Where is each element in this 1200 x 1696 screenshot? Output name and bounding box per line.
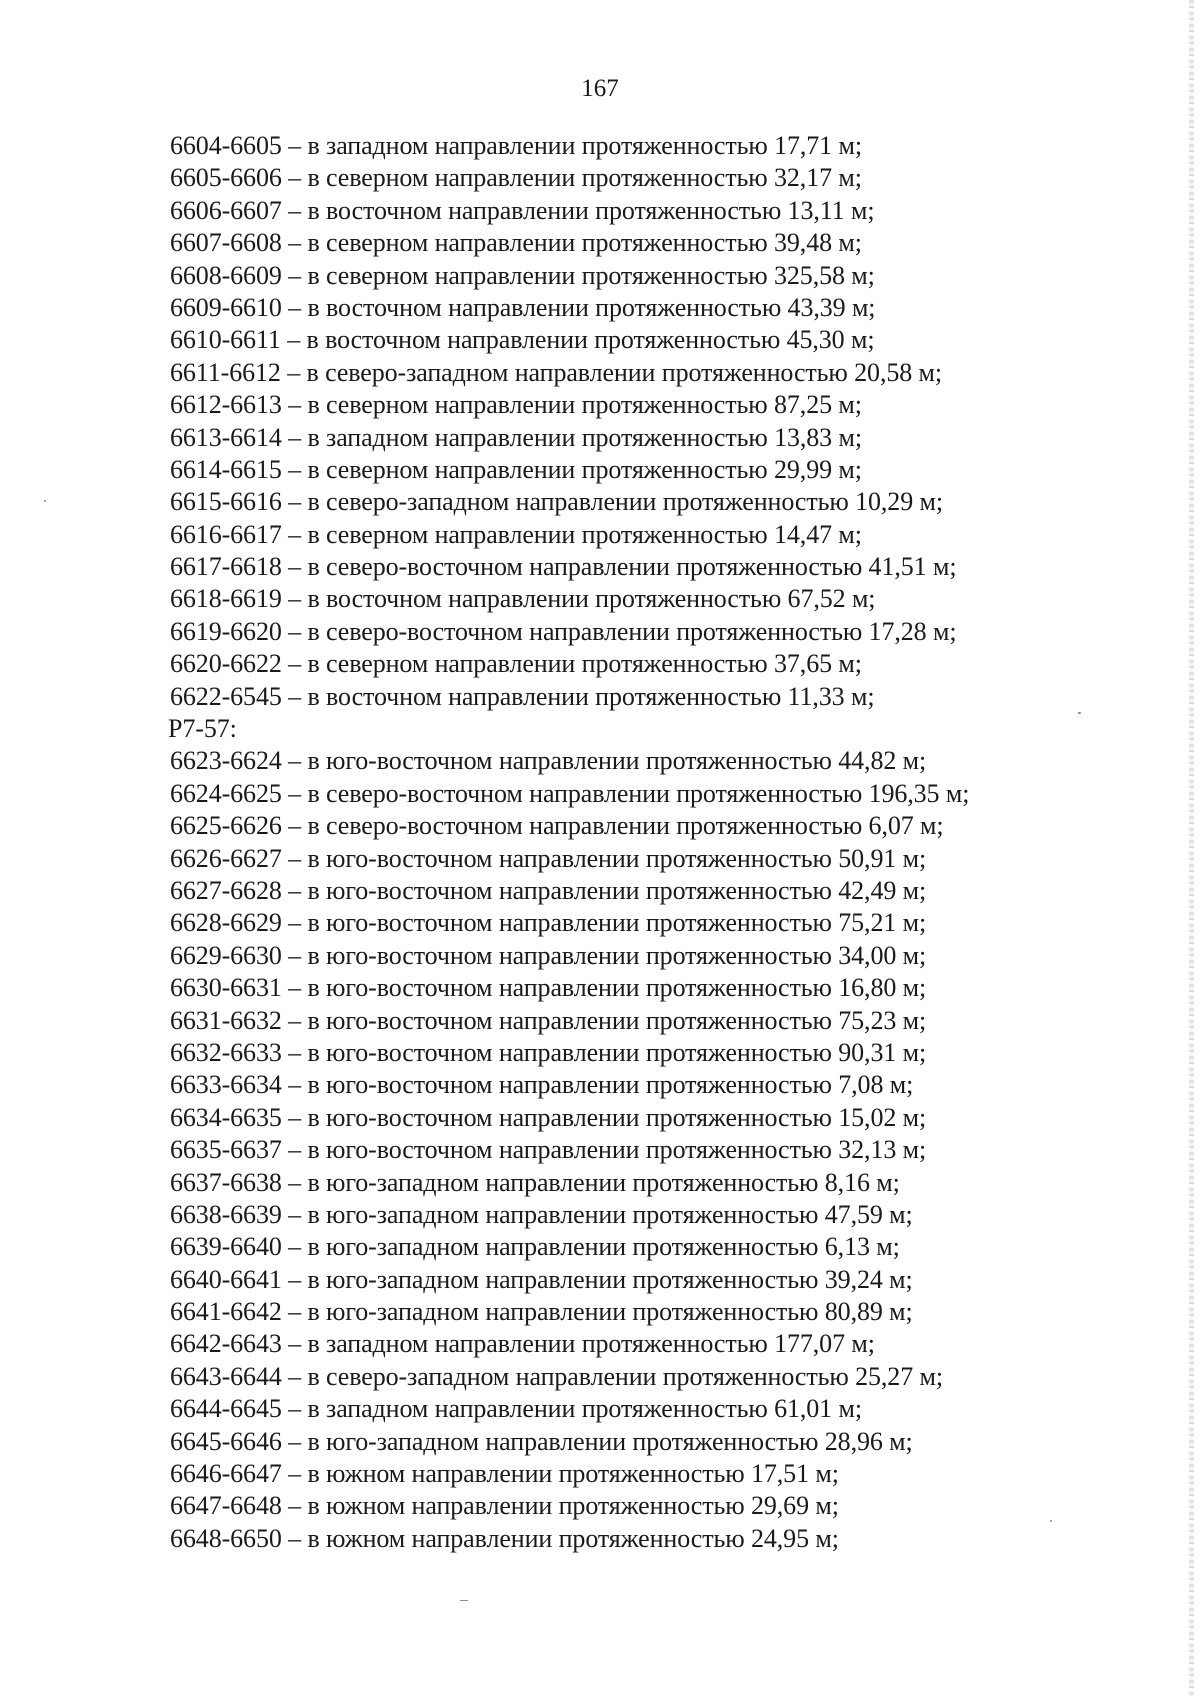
segment-line: 6634-6635 – в юго-восточном направлении протяженностью 15,02 м;: [170, 1102, 927, 1132]
segment-line: 6609-6610 – в восточном направлении протяженностью 43,39 м;: [170, 292, 876, 322]
segment-line: 6630-6631 – в юго-восточном направлении протяженностью 16,80 м;: [170, 973, 927, 1003]
segment-line: 6637-6638 – в юго-западном направлении протяженностью 8,16 м;: [170, 1167, 900, 1197]
scan-speck: [460, 1600, 468, 1601]
page-number: 167: [581, 75, 619, 102]
document-body: [170, 130, 1130, 1555]
segment-line: 6620-6622 – в северном направлении протяженностью 37,65 м;: [170, 649, 862, 679]
segment-line: 6645-6646 – в юго-западном направлении протяженностью 28,96 м;: [170, 1426, 913, 1456]
segment-line: 6617-6618 – в северо-восточном направлении протяженностью 41,51 м;: [170, 552, 957, 582]
segment-line: 6605-6606 – в северном направлении протяженностью 32,17 м;: [170, 163, 862, 193]
segment-line: 6629-6630 – в юго-восточном направлении протяженностью 34,00 м;: [170, 940, 927, 970]
segment-line: 6622-6545 – в восточном направлении протяженностью 11,33 м;: [170, 681, 875, 711]
scan-speck: [1078, 712, 1081, 714]
segment-line: 6646-6647 – в южном направлении протяженностью 17,51 м;: [170, 1459, 839, 1489]
segment-line: 6638-6639 – в юго-западном направлении протяженностью 47,59 м;: [170, 1199, 913, 1229]
segment-line: 6640-6641 – в юго-западном направлении протяженностью 39,24 м;: [170, 1264, 913, 1294]
segment-line: 6633-6634 – в юго-восточном направлении протяженностью 7,08 м;: [170, 1070, 914, 1100]
segment-line: 6643-6644 – в северо-западном направлении протяженностью 25,27 м;: [170, 1361, 943, 1391]
section-heading: Р7-57:: [168, 714, 237, 744]
segment-line: 6604-6605 – в западном направлении протяженностью 17,71 м;: [170, 131, 862, 160]
segment-line: 6616-6617 – в северном направлении протяженностью 14,47 м;: [170, 519, 862, 549]
segment-line: 6625-6626 – в северо-восточном направлении протяженностью 6,07 м;: [170, 811, 944, 841]
segment-line: 6631-6632 – в юго-восточном направлении протяженностью 75,23 м;: [170, 1005, 927, 1035]
segment-line: 6639-6640 – в юго-западном направлении протяженностью 6,13 м;: [170, 1232, 900, 1262]
segment-line: 6623-6624 – в юго-восточном направлении протяженностью 44,82 м;: [170, 746, 927, 776]
segment-line: 6641-6642 – в юго-западном направлении протяженностью 80,89 м;: [170, 1297, 913, 1327]
segment-line: 6628-6629 – в юго-восточном направлении протяженностью 75,21 м;: [170, 908, 927, 938]
scan-speck: [1050, 1520, 1052, 1522]
segment-line: 6607-6608 – в северном направлении протяженностью 39,48 м;: [170, 228, 862, 258]
segment-line: 6648-6650 – в южном направлении протяженностью 24,95 м;: [170, 1523, 839, 1553]
segment-line: 6619-6620 – в северо-восточном направлении протяженностью 17,28 м;: [170, 616, 957, 646]
segment-line: 6612-6613 – в северном направлении протяженностью 87,25 м;: [170, 390, 862, 420]
segment-line: 6626-6627 – в юго-восточном направлении протяженностью 50,91 м;: [170, 843, 927, 873]
segment-line: 6624-6625 – в северо-восточном направлении протяженностью 196,35 м;: [170, 778, 970, 808]
segment-line: 6632-6633 – в юго-восточном направлении протяженностью 90,31 м;: [170, 1037, 927, 1067]
segment-line: 6613-6614 – в западном направлении протяженностью 13,83 м;: [170, 422, 862, 452]
segment-line: 6635-6637 – в юго-восточном направлении протяженностью 32,13 м;: [170, 1135, 927, 1165]
segment-line: 6615-6616 – в северо-западном направлении протяженностью 10,29 м;: [170, 487, 943, 517]
segment-line: 6647-6648 – в южном направлении протяженностью 29,69 м;: [170, 1491, 839, 1521]
scan-speck: [44, 500, 46, 502]
segment-line: 6618-6619 – в восточном направлении протяженностью 67,52 м;: [170, 584, 876, 614]
segment-line: 6606-6607 – в восточном направлении протяженностью 13,11 м;: [170, 195, 875, 225]
segment-line: 6611-6612 – в северо-западном направлении протяженностью 20,58 м;: [170, 357, 943, 387]
scan-edge-artifact: [1189, 0, 1194, 1696]
segment-line: 6644-6645 – в западном направлении протяженностью 61,01 м;: [170, 1394, 862, 1424]
segment-line: 6608-6609 – в северном направлении протяженностью 325,58 м;: [170, 260, 875, 290]
segment-line: 6627-6628 – в юго-восточном направлении протяженностью 42,49 м;: [170, 875, 927, 905]
segment-line: 6614-6615 – в северном направлении протяженностью 29,99 м;: [170, 454, 862, 484]
segment-line: 6642-6643 – в западном направлении протяженностью 177,07 м;: [170, 1329, 875, 1359]
segment-line: 6610-6611 – в восточном направлении протяженностью 45,30 м;: [170, 325, 875, 355]
